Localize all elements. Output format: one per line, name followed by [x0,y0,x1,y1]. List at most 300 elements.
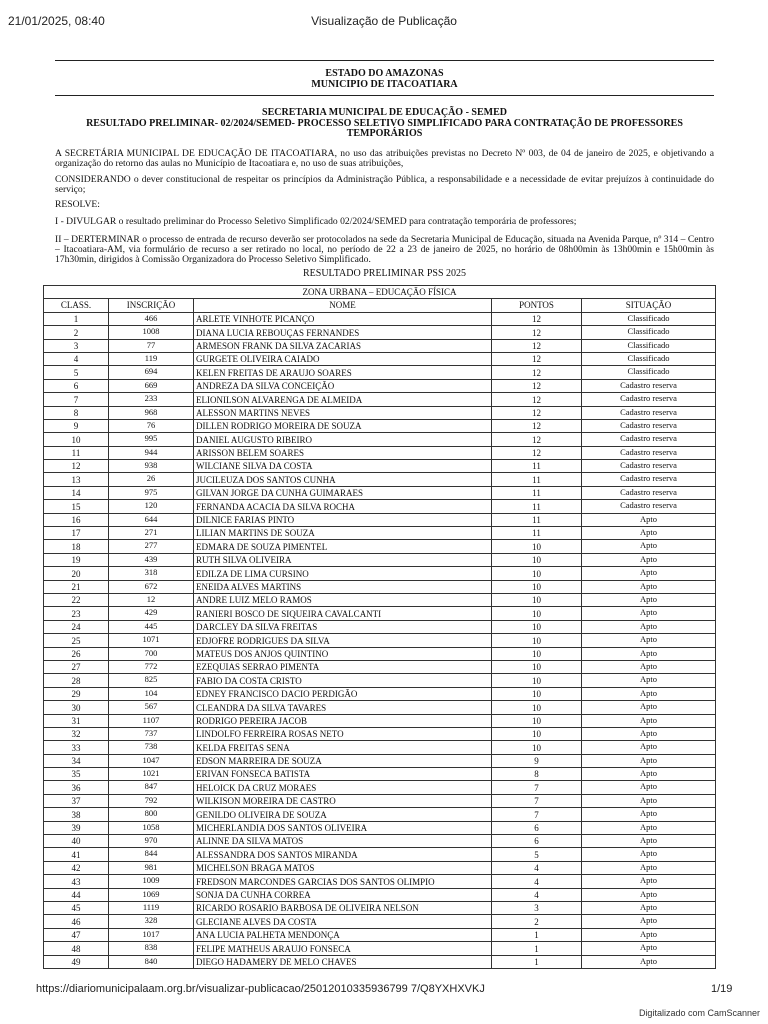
table-row [44,620,716,633]
row-class: 24 [44,620,109,633]
row-name: WILCIANE SILVA DA COSTA [194,460,492,473]
row-inscription: 800 [109,808,194,821]
row-status: Apto [582,741,716,754]
print-page-number: 1/19 [711,983,733,995]
row-status: Apto [582,901,716,914]
row-status: Apto [582,593,716,606]
row-name: MATEUS DOS ANJOS QUINTINO [194,647,492,660]
row-status: Cadastro reserva [582,446,716,459]
row-name: RANIERI BOSCO DE SIQUEIRA CAVALCANTI [194,607,492,620]
row-name: JUCILEUZA DOS SANTOS CUNHA [194,473,492,486]
row-inscription: 1017 [109,928,194,941]
row-class: 9 [44,419,109,432]
table-row [44,901,716,914]
considering-paragraph [55,175,714,195]
row-points: 7 [492,794,582,807]
row-name: ANDREZA DA SILVA CONCEIÇÃO [194,379,492,392]
table-row [44,433,716,446]
table-row [44,701,716,714]
row-class: 40 [44,835,109,848]
state-name: ESTADO DO AMAZONAS [325,68,444,79]
row-status: Apto [582,888,716,901]
row-name: SONJA DA CUNHA CORREA [194,888,492,901]
table-row [44,942,716,955]
row-class: 31 [44,714,109,727]
table-row [44,928,716,941]
row-inscription: 76 [109,419,194,432]
row-inscription: 328 [109,915,194,928]
table-row [44,500,716,513]
row-status: Apto [582,808,716,821]
intro-paragraph: A SECRETÁRIA MUNICIPAL DE EDUCAÇÃO DE ITACOATIARA, no uso das atribuições previstas no Decreto Nº 003, de 04 de janeiro de 2025, e objetivando a organização do retorno das aulas no Município de Itacoatiara e, no uso de suas atribuições, [55,148,714,169]
row-points: 12 [492,326,582,339]
row-class: 32 [44,727,109,740]
table-row [44,781,716,794]
col-header-name: NOME [194,299,492,312]
row-inscription: 1009 [109,875,194,888]
row-points: 11 [492,473,582,486]
considering-keyword: CONSIDERANDO [55,174,131,185]
row-points: 10 [492,647,582,660]
row-class: 15 [44,500,109,513]
table-row [44,580,716,593]
row-name: MICHERLANDIA DOS SANTOS OLIVEIRA [194,821,492,834]
row-inscription: 26 [109,473,194,486]
row-name: ENEIDA ALVES MARTINS [194,580,492,593]
table-row [44,687,716,700]
row-status: Apto [582,634,716,647]
row-status: Apto [582,674,716,687]
row-name: FREDSON MARCONDES GARCIAS DOS SANTOS OLIMPIO [194,875,492,888]
row-class: 38 [44,808,109,821]
row-points: 4 [492,888,582,901]
row-class: 46 [44,915,109,928]
row-points: 2 [492,915,582,928]
table-row [44,727,716,740]
row-status: Cadastro reserva [582,486,716,499]
row-class: 4 [44,352,109,365]
column-header-row [44,299,716,312]
table-row [44,406,716,419]
row-name: EDSON MARREIRA DE SOUZA [194,754,492,767]
table-row [44,553,716,566]
row-class: 28 [44,674,109,687]
row-name: GURGETE OLIVEIRA CAIADO [194,352,492,365]
row-class: 14 [44,486,109,499]
table-row [44,634,716,647]
row-status: Apto [582,915,716,928]
row-class: 34 [44,754,109,767]
row-inscription: 429 [109,607,194,620]
row-status: Apto [582,928,716,941]
table-row [44,875,716,888]
row-name: RODRIGO PEREIRA JACOB [194,714,492,727]
row-name: RICARDO ROSARIO BARBOSA DE OLIVEIRA NELSON [194,901,492,914]
row-status: Apto [582,727,716,740]
table-row [44,352,716,365]
table-row [44,446,716,459]
row-points: 5 [492,848,582,861]
table-row [44,393,716,406]
row-inscription: 1047 [109,754,194,767]
row-status: Apto [582,835,716,848]
row-status: Cadastro reserva [582,406,716,419]
row-points: 8 [492,768,582,781]
table-row [44,486,716,499]
row-name: ARISSON BELEM SOARES [194,446,492,459]
row-points: 10 [492,714,582,727]
row-status: Cadastro reserva [582,393,716,406]
row-inscription: 445 [109,620,194,633]
row-inscription: 271 [109,527,194,540]
row-name: ELIONILSON ALVARENGA DE ALMEIDA [194,393,492,406]
row-name: ALESSON MARTINS NEVES [194,406,492,419]
col-header-inscription: INSCRIÇÃO [109,299,194,312]
row-points: 12 [492,366,582,379]
row-name: ANA LUCIA PALHETA MENDONÇA [194,928,492,941]
row-class: 42 [44,861,109,874]
row-class: 19 [44,553,109,566]
row-inscription: 1058 [109,821,194,834]
row-class: 44 [44,888,109,901]
row-status: Apto [582,821,716,834]
row-class: 48 [44,942,109,955]
table-row [44,419,716,432]
row-inscription: 981 [109,861,194,874]
row-status: Apto [582,607,716,620]
row-name: EDJOFRE RODRIGUES DA SILVA [194,634,492,647]
row-points: 10 [492,674,582,687]
row-class: 23 [44,607,109,620]
row-inscription: 975 [109,486,194,499]
row-inscription: 995 [109,433,194,446]
row-inscription: 466 [109,312,194,325]
row-class: 26 [44,647,109,660]
table-row [44,460,716,473]
row-status: Apto [582,513,716,526]
row-name: KELDA FREITAS SENA [194,741,492,754]
row-points: 11 [492,527,582,540]
row-points: 10 [492,540,582,553]
table-row [44,527,716,540]
row-status: Apto [582,527,716,540]
row-inscription: 738 [109,741,194,754]
row-inscription: 119 [109,352,194,365]
row-points: 10 [492,634,582,647]
row-name: DILLEN RODRIGO MOREIRA DE SOUZA [194,419,492,432]
col-header-points: PONTOS [492,299,582,312]
row-name: ANDRE LUIZ MELO RAMOS [194,593,492,606]
row-inscription: 944 [109,446,194,459]
table-row [44,473,716,486]
resolve-label: RESOLVE: [55,199,100,210]
top-rule [55,60,714,61]
col-header-class: CLASS. [44,299,109,312]
table-row [44,821,716,834]
row-points: 10 [492,701,582,714]
row-class: 20 [44,567,109,580]
row-inscription: 12 [109,593,194,606]
row-status: Apto [582,580,716,593]
row-inscription: 104 [109,687,194,700]
row-class: 47 [44,928,109,941]
row-inscription: 737 [109,727,194,740]
row-inscription: 277 [109,540,194,553]
row-inscription: 694 [109,366,194,379]
row-inscription: 439 [109,553,194,566]
table-row [44,312,716,325]
row-points: 10 [492,553,582,566]
row-name: ERIVAN FONSECA BATISTA [194,768,492,781]
row-name: FABIO DA COSTA CRISTO [194,674,492,687]
row-points: 10 [492,607,582,620]
row-points: 10 [492,741,582,754]
row-name: ARLETE VINHOTE PICANÇO [194,312,492,325]
table-row [44,714,716,727]
row-inscription: 1119 [109,901,194,914]
table-row [44,660,716,673]
row-inscription: 669 [109,379,194,392]
row-name: EDILZA DE LIMA CURSINO [194,567,492,580]
row-name: EDMARA DE SOUZA PIMENTEL [194,540,492,553]
table-row [44,808,716,821]
table-row [44,955,716,968]
row-inscription: 233 [109,393,194,406]
row-status: Cadastro reserva [582,379,716,392]
row-points: 12 [492,312,582,325]
row-points: 12 [492,433,582,446]
row-inscription: 970 [109,835,194,848]
col-header-status: SITUAÇÃO [582,299,716,312]
row-inscription: 1021 [109,768,194,781]
row-status: Apto [582,714,716,727]
row-class: 33 [44,741,109,754]
row-status: Apto [582,754,716,767]
row-name: KELEN FREITAS DE ARAUJO SOARES [194,366,492,379]
table-row [44,915,716,928]
row-points: 10 [492,567,582,580]
row-status: Apto [582,660,716,673]
considering-text: o dever constitucional de respeitar os princípios da Administração Pública, a responsabilidade e a necessidade de evitar prejuízos à continuidade do serviço; [55,174,714,195]
row-status: Apto [582,687,716,700]
row-points: 10 [492,727,582,740]
row-name: GILVAN JORGE DA CUNHA GUIMARAES [194,486,492,499]
row-class: 16 [44,513,109,526]
row-status: Classificado [582,366,716,379]
row-inscription: 838 [109,942,194,955]
row-name: MICHELSON BRAGA MATOS [194,861,492,874]
row-points: 7 [492,781,582,794]
row-class: 11 [44,446,109,459]
table-row [44,835,716,848]
row-status: Classificado [582,326,716,339]
row-points: 1 [492,928,582,941]
row-class: 43 [44,875,109,888]
row-status: Apto [582,848,716,861]
result-title-cont: TEMPORÁRIOS [346,128,423,139]
row-inscription: 672 [109,580,194,593]
row-points: 4 [492,875,582,888]
row-name: GLECIANE ALVES DA COSTA [194,915,492,928]
row-name: GENILDO OLIVEIRA DE SOUZA [194,808,492,821]
row-points: 6 [492,835,582,848]
row-status: Apto [582,794,716,807]
row-points: 1 [492,942,582,955]
table-caption: RESULTADO PRELIMINAR PSS 2025 [302,268,467,279]
row-inscription: 825 [109,674,194,687]
row-points: 10 [492,687,582,700]
row-inscription: 1107 [109,714,194,727]
row-inscription: 968 [109,406,194,419]
secretariat-title: SECRETARIA MUNICIPAL DE EDUCAÇÃO - SEMED [262,107,507,118]
table-row [44,848,716,861]
scanner-watermark: Digitalizado com CamScanner [638,1008,760,1018]
row-class: 49 [44,955,109,968]
row-name: HELOICK DA CRUZ MORAES [194,781,492,794]
row-class: 5 [44,366,109,379]
row-inscription: 792 [109,794,194,807]
row-inscription: 844 [109,848,194,861]
row-class: 36 [44,781,109,794]
row-status: Apto [582,942,716,955]
table-row [44,647,716,660]
row-class: 45 [44,901,109,914]
row-class: 30 [44,701,109,714]
row-class: 17 [44,527,109,540]
table-row [44,593,716,606]
table-row [44,540,716,553]
row-name: FERNANDA ACACIA DA SILVA ROCHA [194,500,492,513]
row-name: DIANA LUCIA REBOUÇAS FERNANDES [194,326,492,339]
row-name: LILIAN MARTINS DE SOUZA [194,527,492,540]
row-points: 11 [492,460,582,473]
row-points: 12 [492,339,582,352]
table-row [44,674,716,687]
table-row [44,741,716,754]
row-class: 13 [44,473,109,486]
row-status: Cadastro reserva [582,433,716,446]
row-points: 1 [492,955,582,968]
municipality-name: MUNICIPIO DE ITACOATIARA [311,79,458,90]
row-points: 10 [492,660,582,673]
row-class: 10 [44,433,109,446]
zone-header: ZONA URBANA – EDUCAÇÃO FÍSICA [44,286,716,299]
results-table [43,285,716,969]
row-status: Apto [582,781,716,794]
row-points: 12 [492,419,582,432]
row-inscription: 772 [109,660,194,673]
row-status: Apto [582,955,716,968]
row-status: Cadastro reserva [582,500,716,513]
result-title: RESULTADO PRELIMINAR- 02/2024/SEMED- PROCESSO SELETIVO SIMPLIFICADO PARA CONTRATAÇÃO DE PROFESSORES [86,118,683,129]
row-name: DANIEL AUGUSTO RIBEIRO [194,433,492,446]
table-row [44,607,716,620]
row-class: 22 [44,593,109,606]
row-name: LINDOLFO FERREIRA ROSAS NETO [194,727,492,740]
table-row [44,794,716,807]
row-points: 9 [492,754,582,767]
row-name: ARMESON FRANK DA SILVA ZACARIAS [194,339,492,352]
row-status: Apto [582,553,716,566]
row-class: 3 [44,339,109,352]
row-class: 41 [44,848,109,861]
table-row [44,339,716,352]
table-row [44,861,716,874]
item-i-divulgar: I - DIVULGAR o resultado preliminar do Processo Seletivo Simplificado 02/2024/SEMED para contratação temporária de professores; [55,216,577,227]
row-name: ALESSANDRA DOS SANTOS MIRANDA [194,848,492,861]
row-points: 12 [492,406,582,419]
row-name: ALINNE DA SILVA MATOS [194,835,492,848]
row-points: 11 [492,500,582,513]
row-class: 1 [44,312,109,325]
row-status: Classificado [582,312,716,325]
row-status: Apto [582,647,716,660]
row-points: 11 [492,513,582,526]
row-points: 12 [492,379,582,392]
row-status: Apto [582,701,716,714]
row-status: Apto [582,861,716,874]
row-class: 27 [44,660,109,673]
table-row [44,326,716,339]
row-inscription: 318 [109,567,194,580]
row-points: 6 [492,821,582,834]
row-class: 37 [44,794,109,807]
header-rule [55,95,714,96]
table-row [44,366,716,379]
row-inscription: 938 [109,460,194,473]
row-name: EZEQUIAS SERRAO PIMENTA [194,660,492,673]
row-class: 29 [44,687,109,700]
row-status: Apto [582,768,716,781]
row-inscription: 1008 [109,326,194,339]
row-name: DILNICE FARIAS PINTO [194,513,492,526]
table-row [44,379,716,392]
row-class: 39 [44,821,109,834]
row-inscription: 120 [109,500,194,513]
row-name: EDNEY FRANCISCO DACIO PERDIGÃO [194,687,492,700]
row-points: 10 [492,580,582,593]
row-inscription: 77 [109,339,194,352]
row-points: 12 [492,352,582,365]
row-points: 7 [492,808,582,821]
row-points: 4 [492,861,582,874]
row-points: 12 [492,446,582,459]
row-class: 7 [44,393,109,406]
row-name: FELIPE MATHEUS ARAUJO FONSECA [194,942,492,955]
row-status: Classificado [582,352,716,365]
row-points: 3 [492,901,582,914]
row-name: WILKISON MOREIRA DE CASTRO [194,794,492,807]
row-class: 12 [44,460,109,473]
print-datetime: 21/01/2025, 08:40 [8,14,105,28]
row-class: 35 [44,768,109,781]
print-page-title: Visualização de Publicação [311,14,457,28]
row-inscription: 1069 [109,888,194,901]
row-name: DARCLEY DA SILVA FREITAS [194,620,492,633]
row-name: DIEGO HADAMERY DE MELO CHAVES [194,955,492,968]
row-status: Apto [582,567,716,580]
row-class: 8 [44,406,109,419]
table-row [44,513,716,526]
row-status: Cadastro reserva [582,460,716,473]
row-class: 2 [44,326,109,339]
row-inscription: 847 [109,781,194,794]
row-status: Apto [582,540,716,553]
row-points: 12 [492,393,582,406]
row-inscription: 840 [109,955,194,968]
row-class: 18 [44,540,109,553]
row-status: Apto [582,620,716,633]
